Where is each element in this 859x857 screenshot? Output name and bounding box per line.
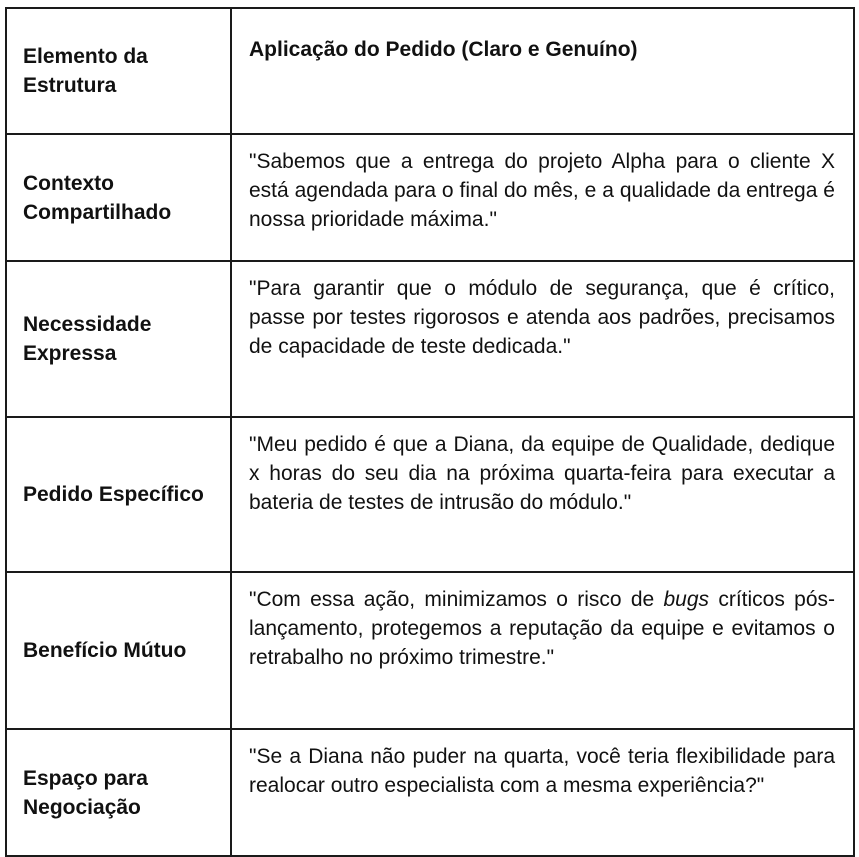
row-label-pedido: Pedido Específico — [6, 417, 231, 572]
row-label-contexto: Contexto Compartilhado — [6, 134, 231, 261]
table-row — [6, 729, 854, 856]
row-text-contexto: "Sabemos que a entrega do projeto Alpha para o cliente X está agendada para o final do mês, e a qualidade da entrega é nossa prioridade máxima." — [231, 134, 854, 261]
table-row — [6, 572, 854, 729]
text-part-after: críticos pós-lançamento, protegemos a reputação da equipe e evitamos o retrabalho no próximo trimestre." — [249, 588, 835, 669]
text-part-before: "Com essa ação, minimizamos o risco de — [249, 588, 664, 611]
table-row — [6, 417, 854, 572]
table-row — [6, 134, 854, 261]
header-application-column: Aplicação do Pedido (Claro e Genuíno) — [231, 8, 854, 134]
row-label-espaco: Espaço para Negociação — [6, 729, 231, 856]
row-text-pedido: "Meu pedido é que a Diana, da equipe de Qualidade, dedique x horas do seu dia na próxima quarta-feira para executar a bateria de testes de intrusão do módulo." — [231, 417, 854, 572]
row-text-necessidade: "Para garantir que o módulo de segurança, que é crítico, passe por testes rigorosos e atenda aos padrões, precisamos de capacidade de teste dedicada." — [231, 261, 854, 417]
table-row — [6, 261, 854, 417]
header-element-column: Elemento da Estrutura — [6, 8, 231, 134]
row-label-beneficio: Benefício Mútuo — [6, 572, 231, 729]
table-header-row — [6, 8, 854, 134]
row-text-espaco: "Se a Diana não puder na quarta, você teria flexibilidade para realocar outro especialista com a mesma experiência?" — [231, 729, 854, 856]
row-text-beneficio — [231, 572, 854, 729]
text-part-emphasis: bugs — [663, 588, 710, 611]
row-label-necessidade: Necessidade Expressa — [6, 261, 231, 417]
structure-table — [5, 7, 855, 857]
